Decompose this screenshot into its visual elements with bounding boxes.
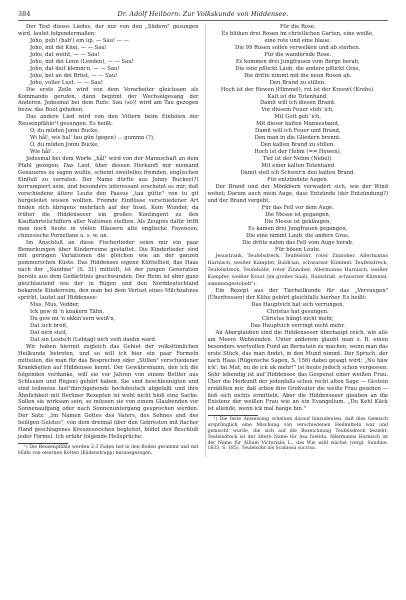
verse-line: Damit will ich Feuer und Brand, bbox=[255, 128, 341, 135]
verse-jonni-bucke bbox=[30, 128, 199, 156]
verse-line: Dat nich steit, bbox=[30, 329, 68, 336]
verse-line: Dat sich breit, bbox=[30, 322, 68, 329]
paragraph: An Aberglauben sind die Hiddenseeer überhaupt reich, wie alle am Meere Wohnenden. Unter anderem glaubt man z. B. einen besonders wertvollen Fund an Bernstein zu machen, wenn man das erste Stück, das man findet, in den Mund nimmt. Der Spruch, der nach Haas (Rügensche Sagen, S. 156) dabei gesagt wird: „Nu häw ick'; fat Mut, nu de ick uk mehr!" ist heute jedoch schon vergessen. Sehr lebendig ist auf Hiddensee das Gespenst einer weißen Frau. Über die Herkunft der jedenfalls schon recht alten Sage — Gestein erzählten mir, daß schon ihre Großväter die weiße Frau gesehen — ließ sich nichts ermitteln. Aber die Hiddenseeer glauben an die Existenz der weißen Frau wie an ein Evangelium. „Du Kehl Käck ist aliende, wenn ick mal bange bin." bbox=[207, 329, 388, 413]
charm-heading: Für die wandernde Rose. bbox=[264, 51, 332, 58]
charm-heading: Für entzündete Augen. bbox=[267, 176, 329, 183]
verse-line: O, du müden Jonni Bucke, bbox=[30, 128, 100, 135]
charm-cold-brand bbox=[208, 149, 389, 177]
paragraph: Die erste Zeile wird von dem Vorarbeiter gleichsam als Kommando gerufen, dann beginnt der Wechselgesang der Anderen. Jedesmal bei dem Rufe: Sau (so)! wird am Tau gezogen bezw. das Boot gehoben. bbox=[18, 86, 199, 114]
charm-wandering-rose bbox=[208, 59, 389, 80]
paragraph-intro: Der Text dieses Liedes, der nur von den „Südern" gesungen wird, lautet folgendermaßen: bbox=[18, 24, 199, 37]
verse-line: Christus hängt nicht mehr, bbox=[262, 316, 334, 323]
verse-line: Das Hauptvich hat sich verrungen, bbox=[251, 302, 345, 309]
verse-line: Es kommen drei Jungfrauen vom Berge herab, bbox=[235, 58, 360, 65]
verse-line: Mit einer kalten Totenhand bbox=[261, 163, 335, 170]
verse-line: Dat sin Leidsch (Lebtag) nich veih dauhn ward. bbox=[30, 336, 157, 343]
text-columns bbox=[18, 24, 388, 457]
verse-line: Joho, mit dei Knei, — — Sau! bbox=[30, 44, 107, 51]
verse-line: Mit dieser kalten Mannesband, bbox=[256, 121, 340, 128]
verse-line: Es blühen drei Rosen im christlichen Garten, eine weiße, bbox=[221, 30, 374, 37]
charm-cattle bbox=[208, 302, 389, 330]
verse-line: Die 99 Rosen sollen verwelken und ab sterben. bbox=[235, 44, 361, 51]
verse-line: Joho, bet an dei Brüst, — — Sau! bbox=[30, 72, 118, 79]
charm-heading: Den Brand zu stillen. bbox=[269, 79, 326, 86]
charm-heading: Für das Fell vor dem Auge. bbox=[261, 204, 334, 211]
verse-line: Wi hål', wis hal' tau gün (gegen) ... gummn (?), bbox=[30, 135, 155, 142]
verse-line: Christus hat gesungen. bbox=[266, 309, 329, 316]
verse-line: eine rote und eine blaue. bbox=[264, 37, 332, 44]
charm-brand-2 bbox=[208, 107, 389, 142]
verse-line: Joho, dat weiht, — — Sau! bbox=[30, 51, 100, 58]
footnote: ¹) Die feste Anweisung scheinen darauf hinzudeuten, daß dies Gemisch ursprünglich eine Mischung von verschiedenen Heilmitteln war und gemischt wurde, die sich auf die Bezeichnung Teufelsdreck bezieht; Teufelsdreck ist der ältere Name für Asa foetida, Allermanns Harnisch ist der Name für Allium Victorialis L., das Wie wild wächst (vergl. Sundine, 1833, S. 185). Teufelsöhr als Scabiosa succisa. bbox=[207, 417, 388, 452]
verse-line: Mit Gott geh' ich, bbox=[274, 114, 322, 121]
charm-eyes: Der Brand und der Mönkbern verwadert sich, wie der Wind wehet; Darum auch mein Auge, dass Entzünde (der Entzündung?) und der Brand vergeht. bbox=[207, 183, 388, 204]
verse-line: Die Messe ist gegangen, bbox=[265, 211, 331, 218]
verse-line: Hoch ist der Hewen (Himmel), rot ist der Kreewt (Krebs). bbox=[220, 86, 375, 93]
verse-line: Ick gew di 'n knakern Tähn, bbox=[30, 309, 105, 316]
verse-line: Hoch ist der Hebm (== Hewen), bbox=[254, 149, 342, 156]
charm-rose bbox=[208, 31, 389, 52]
verse-line: Wie hål' . . . bbox=[30, 149, 62, 156]
verse-line: Es kamen drei Jungfrauen gegangen, bbox=[248, 225, 348, 232]
verse-line: Mus, Mus, Vedder, bbox=[30, 302, 80, 309]
verse-line: Tief ist der Nebm (Nebel). bbox=[262, 156, 333, 163]
verse-line: Joho, mit dei Lenn (Lenden), — — Sau! bbox=[30, 58, 134, 65]
verse-line: Das Hauptvich verringt nicht mehr. bbox=[250, 322, 345, 329]
charm-evil-people: Jesustrank, Teufelsdreck, Teufelsöhr, roter Zinnober, Allermanns Harnisch, weißer Kampfer, Baldrian, schwarzer Kümmel. Teufelsdreck, Teufelsdreck, Teufelsöhr, roter Zinnober, Allermanns Harnisch, weißer Kampfer, weißer Kraut (im großer Saal), Rainstraß, schwarzer Kümmel, sammengestobelt"). bbox=[207, 253, 388, 288]
verse-line: O, du müden Jonni Bucke, bbox=[30, 142, 100, 149]
verse-line: Vor diesem Feuer steh' ich, bbox=[261, 107, 334, 114]
verse-line: Kalt ist die Totenhand. bbox=[267, 93, 328, 100]
paragraph: Im Anschluß an diese Fischerlieder seien mir ein paar Bemerkungen über Kinderreime gestattet. Die Kinderlieder sind mit geringen Variationen die gleichen wie an der ganzen pommerschen Küste. Das Hiddensee eigene Klöttellied, das Haas nach der „Sundine" (S. 31) mitteilt, ist der jungen Generation bereits aus dem Gedächtnis geschwunden. Der Reim ist aber ganz gleichlautend wie der in Rügen und den Norddeutschland bekannte Kinderreim, den man bei dem Verlust eines Milchzahnes spricht, lautet auf Hiddensee: bbox=[18, 239, 199, 302]
verse-line: Die dritte nimmt mit die neun Rosen ab. bbox=[244, 72, 352, 79]
verse-line: Die eine nimmt Laub, die andere Gras, bbox=[246, 232, 350, 239]
verse-line: Du gew mi 'n ekkin'sern weiß'n, bbox=[30, 316, 116, 323]
page-number: 384 bbox=[18, 10, 31, 18]
charm-heading: Den kalten Brand zu stillen. bbox=[260, 142, 335, 149]
verse-line: Die Messe ist gekläugen, bbox=[264, 218, 332, 225]
charm-heading: Für bösen Leute. bbox=[275, 246, 321, 253]
right-column bbox=[205, 24, 389, 457]
paragraph: Ein Rezept aus der Tierheilkunde für das „Vervaugen" (Überfressen) der Kühe gehört gleichfalls hierher. Es heißt: bbox=[207, 288, 388, 302]
verse-joho bbox=[30, 38, 199, 87]
verse-mus bbox=[30, 302, 199, 344]
page-header bbox=[18, 10, 388, 21]
paragraph: Das andere Lied wird von den Vittern beim Einholen der Reusenpfähle¹) gesungen. Es heißt: bbox=[18, 114, 199, 128]
verse-line: Joho, dat deit klemm'n. — — Sau! bbox=[30, 65, 120, 72]
verse-line: Joho, voller Lust. — — Sau! bbox=[30, 79, 103, 86]
verse-line: Die dritte nahm das Fell vom Auge herab. bbox=[242, 239, 354, 246]
running-title: Dr. Adolf Heilborn: Zur Volkskunde von Hiddensee. bbox=[117, 10, 289, 18]
footnote: ¹) Die Reusenpfähle werden 2-3 Faden tief in den Boden gerammt und mit Hülfe von eisernen Ketten (Kädenstrupp) herausgezogen. bbox=[18, 445, 199, 456]
paragraph: Wir haben hiermit zugleich das Gebiet der volkstümlichen Heilkunde betreten, und so will ich hier ein paar Formeln mitteilen, die man für das Besprechen oder „Stillen" verschiedener Krankheiten auf Hiddensee kennt. Der Gewährsmann, den ich die folgenden verdanke, will sie vor Jahren von einem Bettler aus Schlesien und Rügen) gehört haben. Sie sind beschleunigten und sind teilweise fast"durchgehends hochdeutsch abgefaßt und ihre Ähnlichkeit mit Berliner Rezepten ist wohl nicht bloß eine Sache. Sollen sie wirksam sein, so müssen sie von einem Glaubenden vor Sonnenaufgang oder nach Sonnenuntergang gesprochen werden. Der Satz: „Im Namen Gottes des Vaters, des Sohnes und des heiligen Geistes", von dem dreimal über den Gebresten mit flacher Hand geschlagenes Kreuzeszeichen begleitet, bildet den Beschluß jeder Formel. Ich erfahr folgende Heilsprüche: bbox=[18, 343, 199, 441]
verse-line: Die eine pflückt Laub, die andere pflückt Gras, bbox=[235, 65, 361, 72]
charm-brand-1 bbox=[208, 87, 389, 108]
verse-line: Damit stell ich Schwer'n den kalten Brand. bbox=[240, 170, 356, 177]
verse-line: Joho, puh! (hab') em up. — Sau! — — bbox=[30, 37, 129, 44]
left-column bbox=[18, 24, 199, 457]
paragraph: Jedesmal bei dem Worte „hål" wird von der Mannschaft an dem Pfahl gezogen. Das Lied, über dessen Herkunft mir niemand Genaueres zu sagen wußte, scheint zweifellos fremden, englischen Einfluß zu verraten. Der Name dürfte aus Jonny Buckey(?) korrumpiert sein, und besonders interessant erscheint es mir, daß verschiedene ältere Leute den Passus „tau gütte" von tu git hergeleitet wissen wollten. Fremde Einflüsse verschiedener Art finden sich übrigens mehrfach auf der Insel. Kein Wunder, da früher die Hiddenseeer ein großes Kontingent zu den Kauffahrteischiffern aller Nationen stellten. Als Zeugnis dafür trifft man noch heute in vielen Häusern alte englische Fayencen, chinesische Porzellane u. s. w. an. bbox=[18, 156, 199, 239]
verse-line: Den man in die Gliedern brennt. bbox=[254, 135, 341, 142]
charm-heading: Für die Rose. bbox=[279, 24, 316, 30]
charm-eye-film bbox=[208, 212, 389, 247]
verse-line: Damit will ich diesen Brand. bbox=[259, 100, 336, 107]
